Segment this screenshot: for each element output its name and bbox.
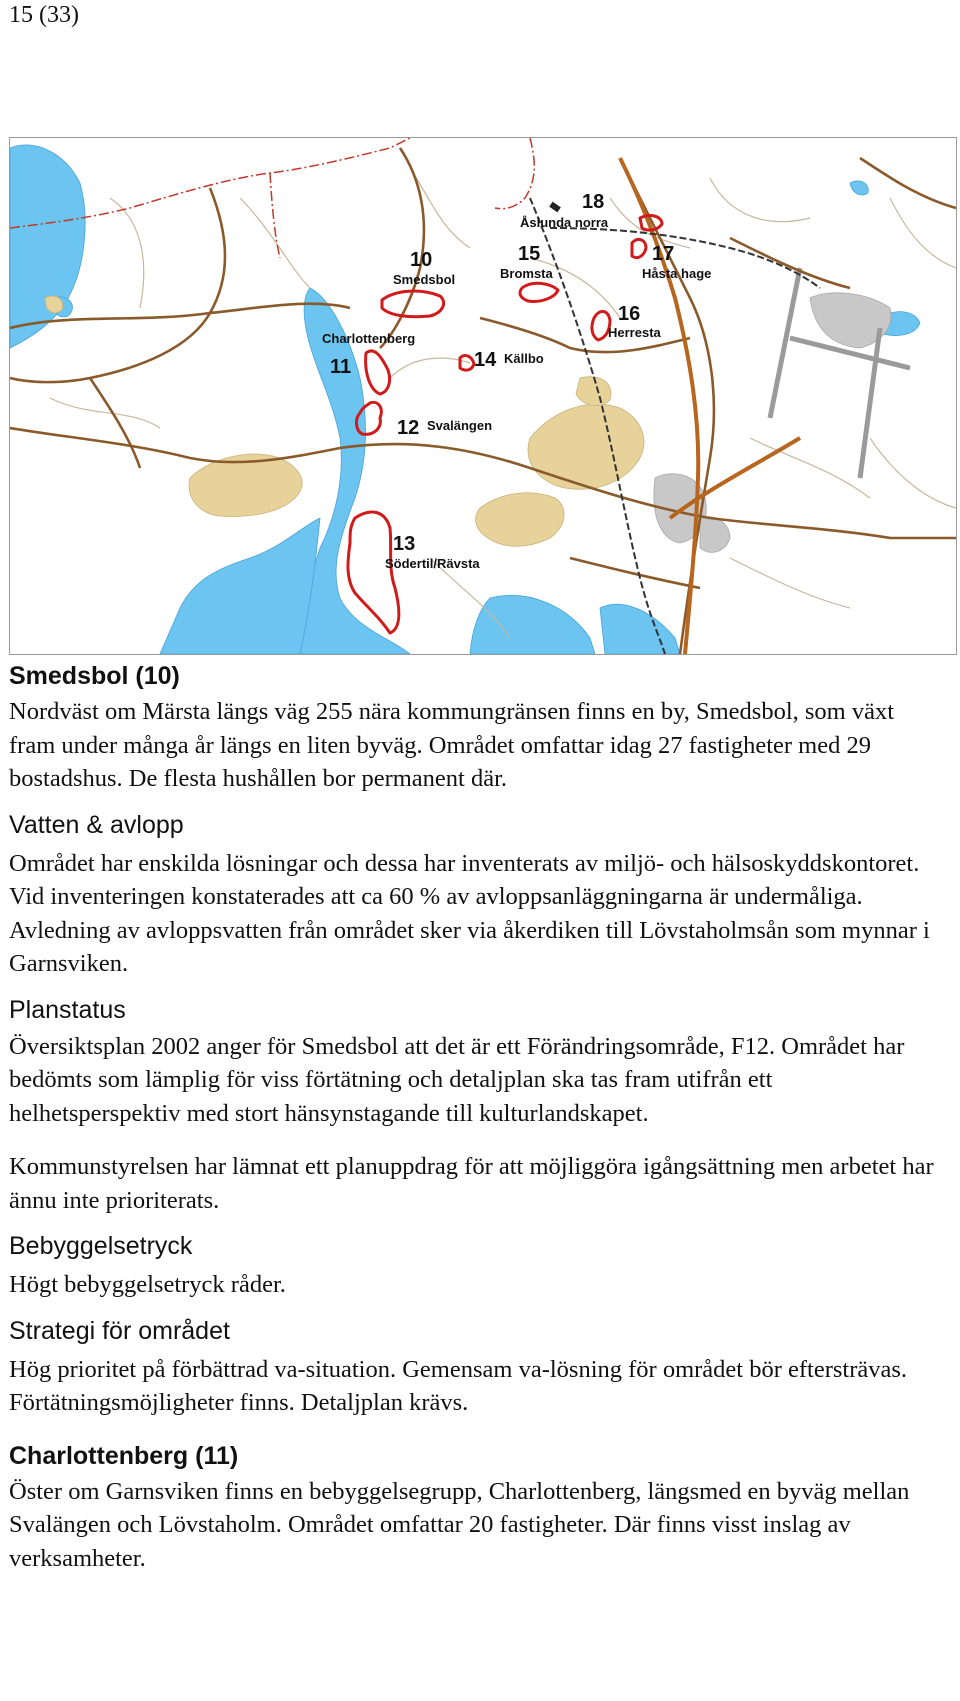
charlottenberg-intro: Öster om Garnsviken finns en bebyggelsegrupp, Charlottenberg, längsmed en byväg mellan Svalängen och Lövstaholm. Området omfattar 20 fastigheter. Där finns visst inslag av verksamheter. <box>9 1477 910 1572</box>
overview-map <box>9 137 957 655</box>
map-canvas <box>10 138 956 654</box>
page-number: 15 (33) <box>9 2 79 28</box>
document-content <box>9 660 944 1575</box>
vatten-avlopp-text: Området har enskilda lösningar och dessa har inventerats av miljö- och hälsoskyddskontoret. Vid inventeringen konstaterades att ca 60 % av avloppsanläggningarna är undermåliga. Avledning av avloppsvatten från området sker via åkerdiken till Lövstaholmsån som mynnar i Garnsviken. <box>9 849 930 977</box>
subheading-planstatus: Planstatus <box>9 995 126 1024</box>
planstatus-text-2: Kommunstyrelsen har lämnat ett planuppdrag för att möjliggöra igångsättning men arbetet har ännu inte prioriterats. <box>9 1153 934 1214</box>
major-roads <box>10 148 956 654</box>
subheading-bebyggelsetryck: Bebyggelsetryck <box>9 1232 193 1260</box>
label-num-15: 15 <box>518 243 541 265</box>
section-heading-charlottenberg: Charlottenberg (11) <box>9 1441 239 1470</box>
label-num-10: 10 <box>410 249 433 271</box>
label-name-17: Håsta hage <box>642 266 712 281</box>
label-num-18: 18 <box>582 191 605 213</box>
minor-roads <box>50 168 956 638</box>
subheading-vatten-avlopp: Vatten & avlopp <box>9 810 184 839</box>
label-num-14: 14 <box>474 349 497 371</box>
label-name-18: Åslunda norra <box>520 215 609 230</box>
label-name-13: Södertil/Rävsta <box>385 556 480 571</box>
label-num-16: 16 <box>618 303 641 325</box>
label-name-11: Charlottenberg <box>322 331 416 346</box>
subheading-strategi: Strategi för området <box>9 1316 230 1345</box>
label-name-10: Smedsbol <box>393 272 456 287</box>
aslunda-marker <box>549 202 561 213</box>
label-num-17: 17 <box>652 243 675 265</box>
label-name-12: Svalängen <box>427 418 493 433</box>
label-name-16: Herresta <box>608 325 661 340</box>
label-num-11: 11 <box>330 356 352 378</box>
municipal-border <box>10 138 534 258</box>
label-num-12: 12 <box>397 417 420 439</box>
section-heading-smedsbol: Smedsbol (10) <box>9 662 180 690</box>
label-name-15: Bromsta <box>500 266 553 281</box>
planstatus-text-1: Översiktsplan 2002 anger för Smedsbol att det är ett Förändringsområde, F12. Området har bedömts som lämplig för viss förtätning och detaljplan ska tas fram utifrån ett helhetsperspektiv med stort hänsynstagande till kulturlandskapet. <box>9 1032 905 1127</box>
label-num-13: 13 <box>393 533 416 555</box>
label-name-14: Källbo <box>504 351 544 366</box>
smedsbol-intro: Nordväst om Märsta längs väg 255 nära kommungränsen finns en by, Smedsbol, som växt fram under många år längs en liten byväg. Området omfattar idag 27 fastigheter med 29 bostadshus. De flesta hushållen bor permanent där. <box>9 698 895 792</box>
strategi-text: Hög prioritet på förbättrad va-situation. Gemensam va-lösning för området bör eftersträvas. Förtätningsmöjligheter finns. Detaljplan krävs. <box>9 1355 908 1416</box>
bebyggelsetryck-text: Högt bebyggelsetryck råder. <box>9 1271 286 1298</box>
